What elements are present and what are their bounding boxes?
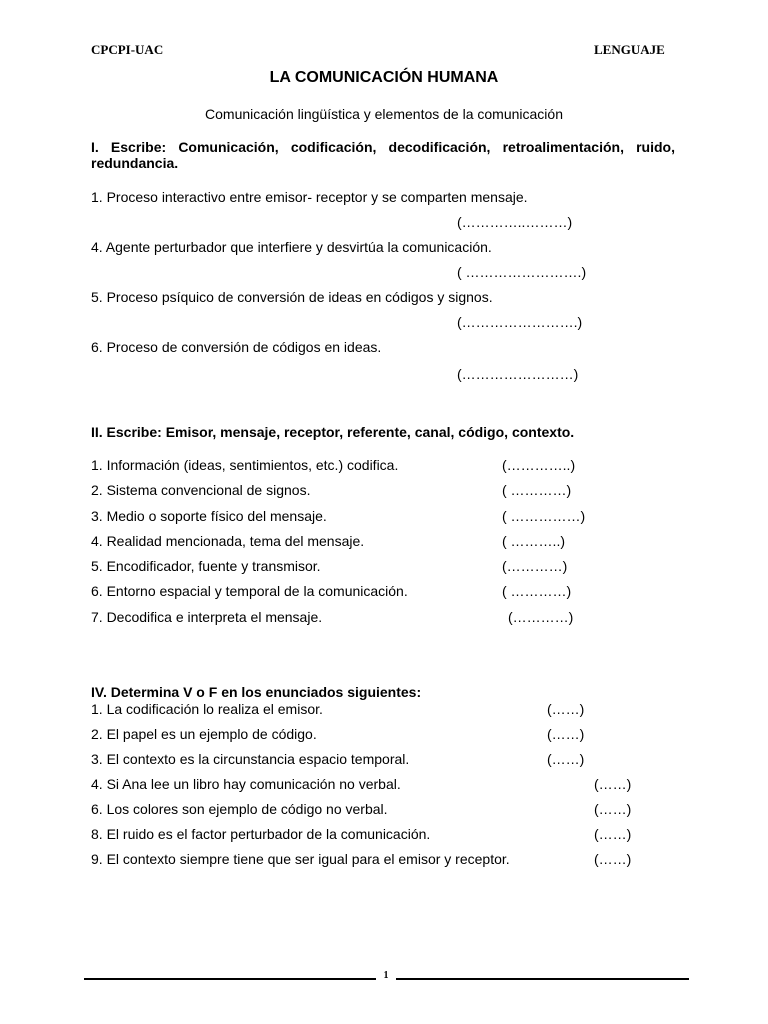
section4-instruction: IV. Determina V o F en los enunciados siguientes: <box>91 684 422 700</box>
s4-answer-blank-6: (……) <box>594 801 632 817</box>
s1-question-5: 5. Proceso psíquico de conversión de ideas en códigos y signos. <box>91 289 493 305</box>
s2-answer-blank-1: (…………..) <box>502 457 576 473</box>
s1-answer-blank-1: (…………..………) <box>457 214 573 230</box>
section1-instruction: I. Escribe: Comunicación, codificación, decodificación, retroalimentación, ruido, redundancia. <box>91 139 675 171</box>
s2-question-5: 5. Encodificador, fuente y transmisor. <box>91 558 321 574</box>
s2-question-1: 1. Información (ideas, sentimientos, etc.) codifica. <box>91 457 399 473</box>
s1-question-6: 6. Proceso de conversión de códigos en ideas. <box>91 339 382 355</box>
s1-question-4: 4. Agente perturbador que interfiere y desvirtúa la comunicación. <box>91 239 492 255</box>
s1-question-1: 1. Proceso interactivo entre emisor- receptor y se comparten mensaje. <box>91 189 528 205</box>
s4-answer-blank-1: (……) <box>547 701 585 717</box>
s2-answer-blank-7: (…………) <box>508 609 574 625</box>
s2-question-4: 4. Realidad mencionada, tema del mensaje. <box>91 533 365 549</box>
s4-question-1: 1. La codificación lo realiza el emisor. <box>91 701 323 717</box>
s4-answer-blank-9: (……) <box>594 851 632 867</box>
header-left: CPCPI-UAC <box>91 42 164 57</box>
s2-answer-blank-3: ( ……………) <box>502 508 586 524</box>
s2-question-6: 6. Entorno espacial y temporal de la comunicación. <box>91 583 408 599</box>
s2-question-3: 3. Medio o soporte físico del mensaje. <box>91 508 327 524</box>
page-number: 1 <box>383 970 389 981</box>
s1-answer-blank-5: (…………………….) <box>457 314 583 330</box>
section2-instruction: II. Escribe: Emisor, mensaje, receptor, referente, canal, código, contexto. <box>91 424 575 440</box>
s2-answer-blank-5: (…………) <box>502 558 568 574</box>
s2-answer-blank-4: ( ………..) <box>502 533 565 549</box>
s4-question-6: 6. Los colores son ejemplo de código no verbal. <box>91 801 388 817</box>
page-subtitle: Comunicación lingüística y elementos de la comunicación <box>205 106 563 122</box>
s4-question-8: 8. El ruido es el factor perturbador de la comunicación. <box>91 826 431 842</box>
header-right: LENGUAJE <box>594 42 665 57</box>
s1-answer-blank-6: (……………………) <box>457 366 579 382</box>
footer-rule-right <box>396 978 689 980</box>
s2-question-2: 2. Sistema convencional de signos. <box>91 482 311 498</box>
s4-question-2: 2. El papel es un ejemplo de código. <box>91 726 317 742</box>
s4-answer-blank-4: (……) <box>594 776 632 792</box>
s4-question-4: 4. Si Ana lee un libro hay comunicación no verbal. <box>91 776 401 792</box>
s4-question-3: 3. El contexto es la circunstancia espacio temporal. <box>91 751 410 767</box>
s4-answer-blank-8: (……) <box>594 826 632 842</box>
s2-answer-blank-6: ( …………) <box>502 583 572 599</box>
s4-answer-blank-2: (……) <box>547 726 585 742</box>
footer-rule-left <box>84 978 376 980</box>
s4-answer-blank-3: (……) <box>547 751 585 767</box>
s2-answer-blank-2: ( …………) <box>502 482 572 498</box>
s4-question-9: 9. El contexto siempre tiene que ser igual para el emisor y receptor. <box>91 851 510 867</box>
page-title: LA COMUNICACIÓN HUMANA <box>269 69 499 86</box>
s1-answer-blank-4: ( …………………….) <box>457 264 587 280</box>
s2-question-7: 7. Decodifica e interpreta el mensaje. <box>91 609 323 625</box>
